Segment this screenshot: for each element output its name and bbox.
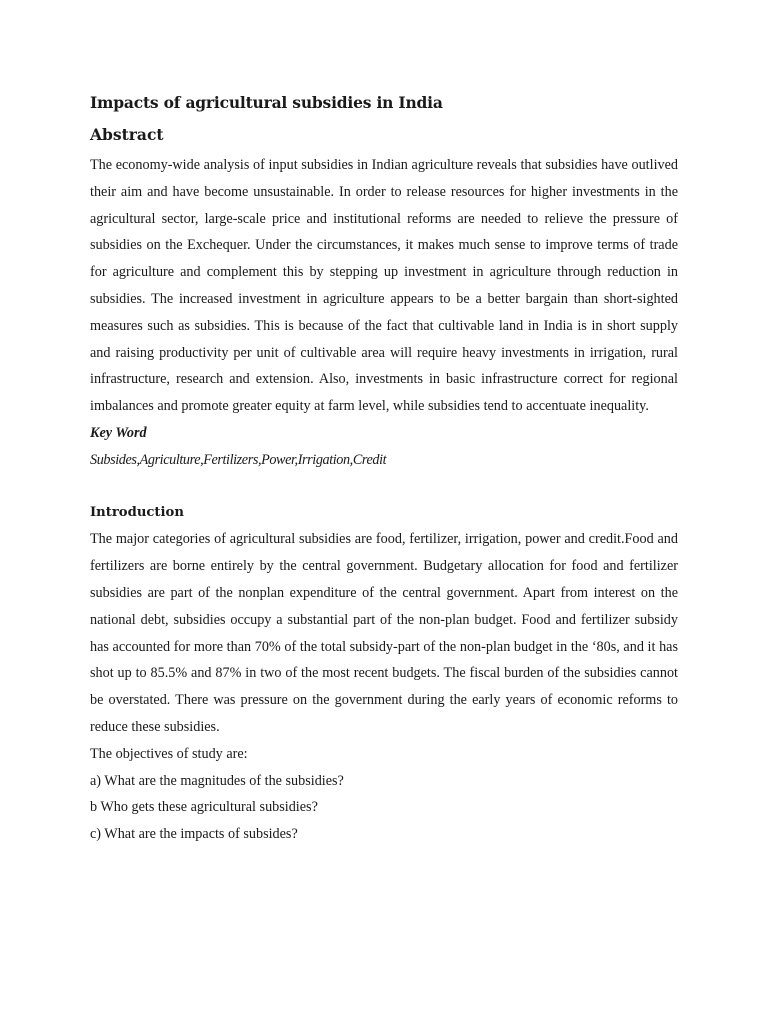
objective-item: c) What are the impacts of subsides? [90, 826, 298, 843]
objective-item: a) What are the magnitudes of the subsidies? [90, 772, 344, 789]
keyword-heading: Key Word [90, 424, 147, 441]
abstract-paragraph: The economy-wide analysis of input subsidies in Indian agriculture reveals that subsidies have outlived their aim and have become unsustainable. In order to release resources for higher investments in the agricultural sector, large-scale price and institutional reforms are needed to relieve the pressure of subsidies on the Exchequer. Under the circumstances, it makes much sense to improve terms of trade for agriculture and complement this by stepping up investment in agriculture through reduction in subsidies. The increased investment in agriculture appears to be a better bargain than short-sighted measures such as subsidies. This is because of the fact that cultivable land in India is in short supply and raising productivity per unit of cultivable area will require heavy investments in irrigation, rural infrastructure, research and extension. Also, investments in basic infrastructure correct for regional imbalances and promote greater equity at farm level, while subsidies tend to accentuate inequality. [90, 157, 678, 415]
objective-item: b Who gets these agricultural subsidies? [90, 799, 318, 816]
abstract-heading: Abstract [90, 125, 164, 144]
keyword-list: Subsides,Agriculture,Fertilizers,Power,Irrigation,Credit [90, 451, 387, 468]
objectives-intro: The objectives of study are: [90, 745, 248, 762]
document-page [90, 92, 678, 848]
introduction-heading: Introduction [90, 504, 184, 520]
introduction-paragraph: The major categories of agricultural subsidies are food, fertilizer, irrigation, power and credit.Food and fertilizers are borne entirely by the central government. Budgetary allocation for food and fertilizer subsidies are part of the nonplan expenditure of the central government. Apart from interest on the national debt, subsidies occupy a substantial part of the non-plan budget. Food and fertilizer subsidy has accounted for more than 70% of the total subsidy-part of the non-plan budget in the ‘80s, and it has shot up to 85.5% and 87% in two of the most recent budgets. The fiscal burden of the subsidies cannot be overstated. There was pressure on the government during the early years of economic reforms to reduce these subsidies. [90, 531, 678, 735]
document-title: Impacts of agricultural subsidies in India [90, 93, 443, 112]
